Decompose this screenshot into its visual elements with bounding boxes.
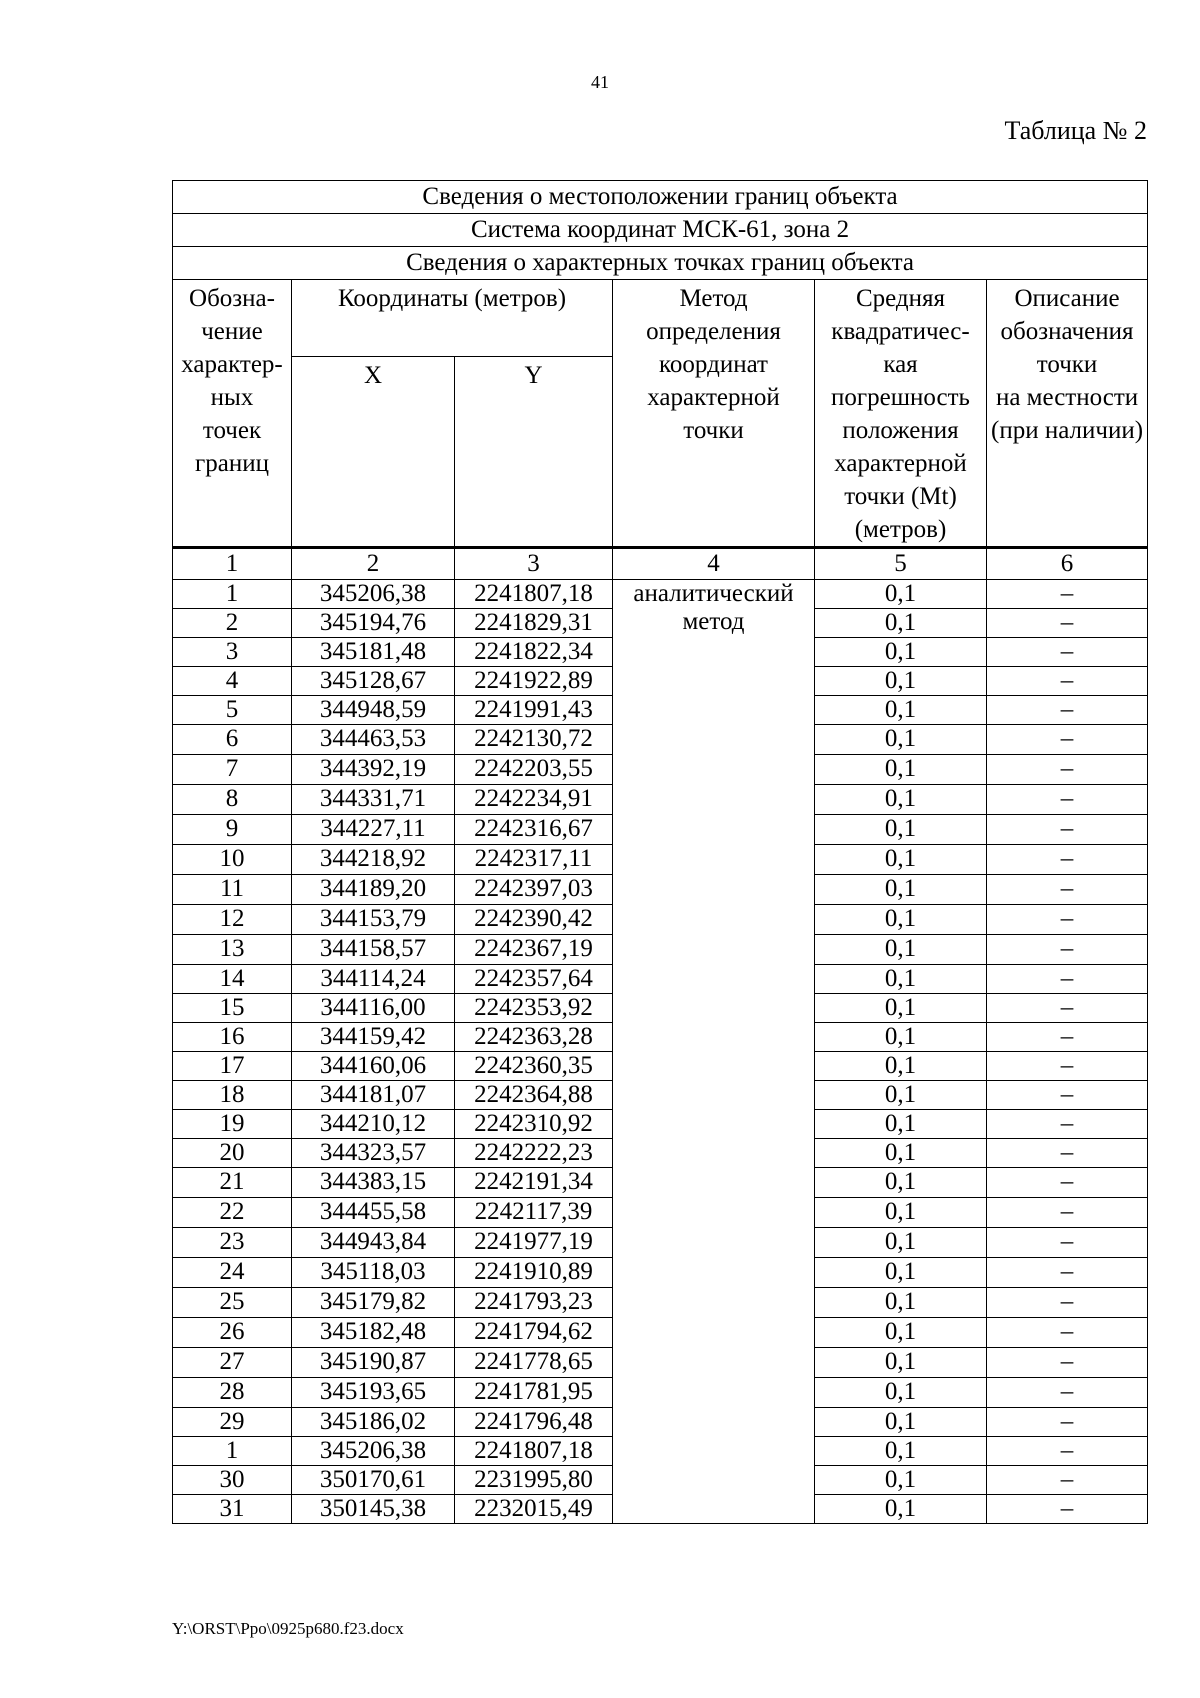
point-number-cell: 1 bbox=[173, 1437, 292, 1466]
y-coordinate-cell: 2241991,43 bbox=[455, 696, 613, 725]
column-number: 5 bbox=[815, 548, 987, 580]
error-cell: 0,1 bbox=[815, 1408, 987, 1437]
description-cell: – bbox=[987, 1198, 1148, 1228]
file-path-footer: Y:\ORST\Ppo\0925p680.f23.docx bbox=[172, 1619, 404, 1638]
y-coordinate-cell: 2241794,62 bbox=[455, 1318, 613, 1348]
error-cell: 0,1 bbox=[815, 755, 987, 785]
error-cell: 0,1 bbox=[815, 580, 987, 609]
y-coordinate-cell: 2242316,67 bbox=[455, 815, 613, 845]
point-number-cell: 29 bbox=[173, 1408, 292, 1437]
point-number-cell: 25 bbox=[173, 1288, 292, 1318]
x-coordinate-cell: 344227,11 bbox=[292, 815, 455, 845]
error-cell: 0,1 bbox=[815, 1110, 987, 1139]
description-cell: – bbox=[987, 1228, 1148, 1258]
column-number: 3 bbox=[455, 548, 613, 580]
description-cell: – bbox=[987, 1052, 1148, 1081]
point-number-cell: 1 bbox=[173, 580, 292, 609]
error-cell: 0,1 bbox=[815, 935, 987, 965]
y-coordinate-cell: 2242360,35 bbox=[455, 1052, 613, 1081]
points-section-title: Сведения о характерных точках границ объекта bbox=[173, 247, 1148, 280]
point-number-cell: 19 bbox=[173, 1110, 292, 1139]
y-coordinate-cell: 2242310,92 bbox=[455, 1110, 613, 1139]
point-number-cell: 7 bbox=[173, 755, 292, 785]
x-coordinate-cell: 345118,03 bbox=[292, 1258, 455, 1288]
point-number-cell: 10 bbox=[173, 845, 292, 875]
error-cell: 0,1 bbox=[815, 1023, 987, 1052]
error-cell: 0,1 bbox=[815, 1081, 987, 1110]
description-cell: – bbox=[987, 1495, 1148, 1524]
error-cell: 0,1 bbox=[815, 785, 987, 815]
x-coordinate-cell: 344116,00 bbox=[292, 994, 455, 1023]
point-number-cell: 30 bbox=[173, 1466, 292, 1495]
y-coordinate-cell: 2242317,11 bbox=[455, 845, 613, 875]
page-number: 41 bbox=[591, 72, 609, 92]
x-coordinate-cell: 344210,12 bbox=[292, 1110, 455, 1139]
description-cell: – bbox=[987, 725, 1148, 755]
point-number-cell: 31 bbox=[173, 1495, 292, 1524]
y-coordinate-cell: 2241829,31 bbox=[455, 609, 613, 638]
description-cell: – bbox=[987, 965, 1148, 994]
point-number-cell: 26 bbox=[173, 1318, 292, 1348]
y-coordinate-cell: 2241822,34 bbox=[455, 638, 613, 667]
description-cell: – bbox=[987, 1378, 1148, 1408]
error-cell: 0,1 bbox=[815, 905, 987, 935]
y-coordinate-cell: 2242367,19 bbox=[455, 935, 613, 965]
description-cell: – bbox=[987, 755, 1148, 785]
error-cell: 0,1 bbox=[815, 1052, 987, 1081]
y-coordinate-cell: 2242357,64 bbox=[455, 965, 613, 994]
x-coordinate-cell: 344323,57 bbox=[292, 1139, 455, 1168]
header-coordinates: Координаты (метров) bbox=[292, 280, 613, 357]
coordinates-table bbox=[172, 180, 1148, 1524]
error-cell: 0,1 bbox=[815, 1437, 987, 1466]
error-cell: 0,1 bbox=[815, 875, 987, 905]
description-cell: – bbox=[987, 905, 1148, 935]
point-number-cell: 16 bbox=[173, 1023, 292, 1052]
point-number-cell: 3 bbox=[173, 638, 292, 667]
x-coordinate-cell: 344189,20 bbox=[292, 875, 455, 905]
x-coordinate-cell: 344383,15 bbox=[292, 1168, 455, 1198]
point-number-cell: 18 bbox=[173, 1081, 292, 1110]
x-coordinate-cell: 345206,38 bbox=[292, 1437, 455, 1466]
column-number: 1 bbox=[173, 548, 292, 580]
description-cell: – bbox=[987, 994, 1148, 1023]
error-cell: 0,1 bbox=[815, 1258, 987, 1288]
x-coordinate-cell: 344948,59 bbox=[292, 696, 455, 725]
x-coordinate-cell: 345206,38 bbox=[292, 580, 455, 609]
column-number: 2 bbox=[292, 548, 455, 580]
y-coordinate-cell: 2242222,23 bbox=[455, 1139, 613, 1168]
point-number-cell: 24 bbox=[173, 1258, 292, 1288]
point-number-cell: 5 bbox=[173, 696, 292, 725]
description-cell: – bbox=[987, 1023, 1148, 1052]
point-number-cell: 21 bbox=[173, 1168, 292, 1198]
header-designation: Обозна- чение характер- ных точек границ bbox=[173, 280, 292, 548]
error-cell: 0,1 bbox=[815, 1139, 987, 1168]
error-cell: 0,1 bbox=[815, 845, 987, 875]
x-coordinate-cell: 344114,24 bbox=[292, 965, 455, 994]
y-coordinate-cell: 2241922,89 bbox=[455, 667, 613, 696]
method-cell: аналитический метод bbox=[613, 580, 815, 1524]
description-cell: – bbox=[987, 1466, 1148, 1495]
y-coordinate-cell: 2242234,91 bbox=[455, 785, 613, 815]
y-coordinate-cell: 2232015,49 bbox=[455, 1495, 613, 1524]
point-number-cell: 8 bbox=[173, 785, 292, 815]
description-cell: – bbox=[987, 785, 1148, 815]
description-cell: – bbox=[987, 815, 1148, 845]
x-coordinate-cell: 345181,48 bbox=[292, 638, 455, 667]
description-cell: – bbox=[987, 1318, 1148, 1348]
y-coordinate-cell: 2241796,48 bbox=[455, 1408, 613, 1437]
description-cell: – bbox=[987, 580, 1148, 609]
description-cell: – bbox=[987, 609, 1148, 638]
x-coordinate-cell: 344218,92 bbox=[292, 845, 455, 875]
x-coordinate-cell: 344153,79 bbox=[292, 905, 455, 935]
table-title: Сведения о местоположении границ объекта bbox=[173, 181, 1148, 214]
y-coordinate-cell: 2242130,72 bbox=[455, 725, 613, 755]
column-number: 6 bbox=[987, 548, 1148, 580]
header-x: X bbox=[292, 357, 455, 548]
description-cell: – bbox=[987, 696, 1148, 725]
title-row bbox=[173, 181, 1148, 214]
point-number-cell: 17 bbox=[173, 1052, 292, 1081]
y-coordinate-cell: 2241807,18 bbox=[455, 1437, 613, 1466]
title-row bbox=[173, 214, 1148, 247]
point-number-cell: 14 bbox=[173, 965, 292, 994]
description-cell: – bbox=[987, 1408, 1148, 1437]
x-coordinate-cell: 350170,61 bbox=[292, 1466, 455, 1495]
x-coordinate-cell: 350145,38 bbox=[292, 1495, 455, 1524]
error-cell: 0,1 bbox=[815, 638, 987, 667]
point-number-cell: 12 bbox=[173, 905, 292, 935]
description-cell: – bbox=[987, 638, 1148, 667]
y-coordinate-cell: 2241807,18 bbox=[455, 580, 613, 609]
description-cell: – bbox=[987, 667, 1148, 696]
error-cell: 0,1 bbox=[815, 1288, 987, 1318]
description-cell: – bbox=[987, 1288, 1148, 1318]
point-number-cell: 27 bbox=[173, 1348, 292, 1378]
x-coordinate-cell: 344181,07 bbox=[292, 1081, 455, 1110]
y-coordinate-cell: 2241910,89 bbox=[455, 1258, 613, 1288]
error-cell: 0,1 bbox=[815, 965, 987, 994]
point-number-cell: 2 bbox=[173, 609, 292, 638]
description-cell: – bbox=[987, 1081, 1148, 1110]
description-cell: – bbox=[987, 1348, 1148, 1378]
description-cell: – bbox=[987, 875, 1148, 905]
point-number-cell: 20 bbox=[173, 1139, 292, 1168]
x-coordinate-cell: 344158,57 bbox=[292, 935, 455, 965]
header-description: Описание обозначения точки на местности (при наличии) bbox=[987, 280, 1148, 548]
x-coordinate-cell: 345190,87 bbox=[292, 1348, 455, 1378]
x-coordinate-cell: 344159,42 bbox=[292, 1023, 455, 1052]
x-coordinate-cell: 344331,71 bbox=[292, 785, 455, 815]
error-cell: 0,1 bbox=[815, 1348, 987, 1378]
y-coordinate-cell: 2242353,92 bbox=[455, 994, 613, 1023]
coordinate-system-title: Система координат МСК-61, зона 2 bbox=[173, 214, 1148, 247]
x-coordinate-cell: 345182,48 bbox=[292, 1318, 455, 1348]
y-coordinate-cell: 2241781,95 bbox=[455, 1378, 613, 1408]
column-number: 4 bbox=[613, 548, 815, 580]
column-number-row bbox=[173, 548, 1148, 580]
point-number-cell: 9 bbox=[173, 815, 292, 845]
point-number-cell: 28 bbox=[173, 1378, 292, 1408]
error-cell: 0,1 bbox=[815, 1495, 987, 1524]
x-coordinate-cell: 344160,06 bbox=[292, 1052, 455, 1081]
x-coordinate-cell: 345194,76 bbox=[292, 609, 455, 638]
table-caption: Таблица № 2 bbox=[1004, 116, 1147, 145]
error-cell: 0,1 bbox=[815, 725, 987, 755]
description-cell: – bbox=[987, 1110, 1148, 1139]
point-number-cell: 23 bbox=[173, 1228, 292, 1258]
x-coordinate-cell: 345193,65 bbox=[292, 1378, 455, 1408]
x-coordinate-cell: 344943,84 bbox=[292, 1228, 455, 1258]
error-cell: 0,1 bbox=[815, 609, 987, 638]
y-coordinate-cell: 2241778,65 bbox=[455, 1348, 613, 1378]
error-cell: 0,1 bbox=[815, 696, 987, 725]
y-coordinate-cell: 2241793,23 bbox=[455, 1288, 613, 1318]
description-cell: – bbox=[987, 845, 1148, 875]
x-coordinate-cell: 344455,58 bbox=[292, 1198, 455, 1228]
point-number-cell: 6 bbox=[173, 725, 292, 755]
y-coordinate-cell: 2242397,03 bbox=[455, 875, 613, 905]
y-coordinate-cell: 2242364,88 bbox=[455, 1081, 613, 1110]
y-coordinate-cell: 2241977,19 bbox=[455, 1228, 613, 1258]
error-cell: 0,1 bbox=[815, 1466, 987, 1495]
error-cell: 0,1 bbox=[815, 1378, 987, 1408]
x-coordinate-cell: 345186,02 bbox=[292, 1408, 455, 1437]
header-method: Метод определения координат характерной точки bbox=[613, 280, 815, 548]
point-number-cell: 11 bbox=[173, 875, 292, 905]
description-cell: – bbox=[987, 1168, 1148, 1198]
error-cell: 0,1 bbox=[815, 667, 987, 696]
title-row bbox=[173, 247, 1148, 280]
x-coordinate-cell: 345179,82 bbox=[292, 1288, 455, 1318]
error-cell: 0,1 bbox=[815, 1168, 987, 1198]
y-coordinate-cell: 2242191,34 bbox=[455, 1168, 613, 1198]
point-number-cell: 22 bbox=[173, 1198, 292, 1228]
table-row bbox=[173, 580, 1148, 609]
header-y: Y bbox=[455, 357, 613, 548]
description-cell: – bbox=[987, 1139, 1148, 1168]
description-cell: – bbox=[987, 1258, 1148, 1288]
x-coordinate-cell: 345128,67 bbox=[292, 667, 455, 696]
y-coordinate-cell: 2242390,42 bbox=[455, 905, 613, 935]
x-coordinate-cell: 344392,19 bbox=[292, 755, 455, 785]
error-cell: 0,1 bbox=[815, 1318, 987, 1348]
x-coordinate-cell: 344463,53 bbox=[292, 725, 455, 755]
point-number-cell: 13 bbox=[173, 935, 292, 965]
header-error: Средняя квадратичес- кая погрешность положения характерной точки (Mt) (метров) bbox=[815, 280, 987, 548]
coordinates-table-wrapper bbox=[172, 180, 1147, 1524]
point-number-cell: 15 bbox=[173, 994, 292, 1023]
y-coordinate-cell: 2231995,80 bbox=[455, 1466, 613, 1495]
error-cell: 0,1 bbox=[815, 1198, 987, 1228]
y-coordinate-cell: 2242203,55 bbox=[455, 755, 613, 785]
error-cell: 0,1 bbox=[815, 815, 987, 845]
y-coordinate-cell: 2242117,39 bbox=[455, 1198, 613, 1228]
y-coordinate-cell: 2242363,28 bbox=[455, 1023, 613, 1052]
description-cell: – bbox=[987, 1437, 1148, 1466]
error-cell: 0,1 bbox=[815, 1228, 987, 1258]
description-cell: – bbox=[987, 935, 1148, 965]
error-cell: 0,1 bbox=[815, 994, 987, 1023]
point-number-cell: 4 bbox=[173, 667, 292, 696]
header-row bbox=[173, 280, 1148, 357]
